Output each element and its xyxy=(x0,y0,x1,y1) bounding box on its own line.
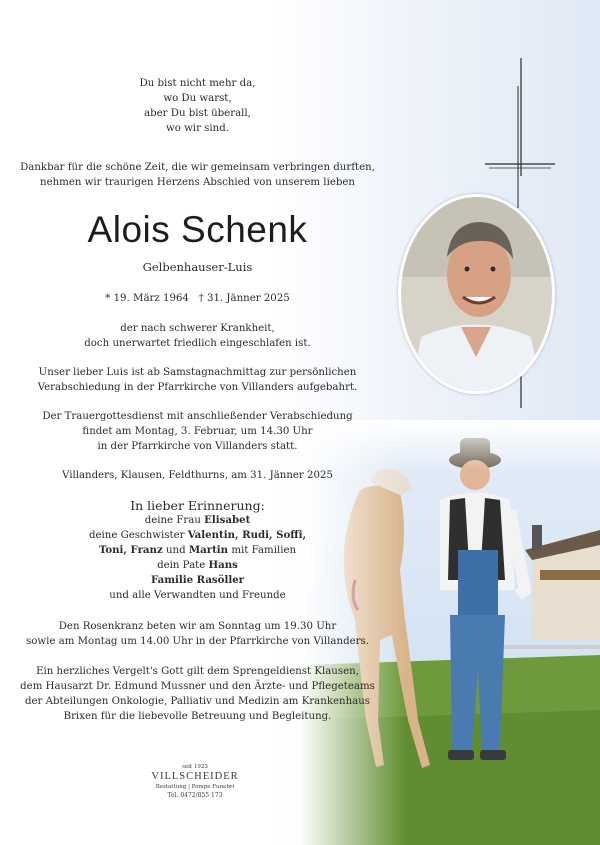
death-info xyxy=(0,321,395,351)
place-date: Villanders, Klausen, Feldthurns, am 31. Jänner 2025 xyxy=(62,470,333,481)
family-name: Familie Rasöller xyxy=(150,574,245,586)
logo-tagline: Bestattung | Pompe Funebri xyxy=(155,784,235,790)
godchild-name: Hans xyxy=(208,559,238,571)
wife-name: Elisabet xyxy=(204,514,251,526)
others-line: und alle Verwandten und Freunde xyxy=(109,590,286,601)
label: mit Familien xyxy=(228,545,297,556)
service-line: findet am Montag, 3. Februar, um 14.30 Uhr xyxy=(82,426,313,437)
logo-phone: Tel. 0472/855 173 xyxy=(167,792,223,799)
siblings-line-1 xyxy=(0,528,395,543)
portrait-image xyxy=(401,197,552,391)
service-line: Der Trauergottesdienst mit anschließender Verabschiedung xyxy=(42,411,353,422)
logo-since: seit 1923 xyxy=(182,764,208,770)
poem-line: wo Du warst, xyxy=(163,93,232,104)
memory-section xyxy=(0,498,395,603)
thanks-line: Ein herzliches Vergelt's Gott gilt dem Sprengeldienst Klausen, xyxy=(36,666,359,677)
intro-line: nehmen wir traurigen Herzens Abschied von unserem lieben xyxy=(40,177,355,188)
death-info-line: der nach schwerer Krankheit, xyxy=(120,323,275,334)
deceased-name: Alois Schenk xyxy=(87,209,308,250)
life-dates xyxy=(0,291,395,306)
rosary-line: Den Rosenkranz beten wir am Sonntag um 19.30 Uhr xyxy=(58,621,337,632)
family-line xyxy=(0,573,395,588)
godchild-line xyxy=(0,558,395,573)
service-line: in der Pfarrkirche von Villanders statt. xyxy=(97,441,298,452)
intro-text xyxy=(0,160,395,190)
thanks-line: der Abteilungen Onkologie, Palliativ und Medizin am Krankenhaus xyxy=(24,696,371,707)
poem xyxy=(0,76,395,136)
poem-line: Du bist nicht mehr da, xyxy=(139,78,256,89)
birth-date: * 19. März 1964 xyxy=(105,293,189,304)
poem-line: wo wir sind. xyxy=(166,123,229,134)
label: und xyxy=(162,545,189,556)
funeral-home-logo xyxy=(140,764,250,800)
siblings-line-2 xyxy=(0,543,395,558)
service-info xyxy=(0,409,395,454)
thanks-text xyxy=(0,664,395,724)
portrait-photo xyxy=(398,194,555,394)
death-date: † 31. Jänner 2025 xyxy=(198,293,290,304)
poem-line: aber Du bist überall, xyxy=(144,108,251,119)
logo-brand: VILLSCHEIDER xyxy=(151,771,239,782)
thanks-line: dem Hausarzt Dr. Edmund Mussner und den Ärzte- und Pflegeteams xyxy=(20,681,375,692)
thanks-line: Brixen für die liebevolle Betreuung und Begleitung. xyxy=(63,711,332,722)
intro-line: Dankbar für die schöne Zeit, die wir gemeinsam verbringen durften, xyxy=(20,162,375,173)
siblings-names: Valentin, Rudi, Soffi, xyxy=(187,529,307,541)
viewing-line: Unser lieber Luis ist ab Samstagnachmittag zur persönlichen xyxy=(38,367,357,378)
memory-heading: In lieber Erinnerung: xyxy=(130,498,265,513)
viewing-line: Verabschiedung in der Pfarrkirche von Villanders aufgebahrt. xyxy=(37,382,358,393)
label: dein Pate xyxy=(157,560,209,571)
label: deine Geschwister xyxy=(88,530,188,541)
siblings-names: Toni, Franz xyxy=(98,544,163,556)
sibling-name: Martin xyxy=(188,544,229,556)
viewing-info xyxy=(0,365,395,395)
death-info-line: doch unerwartet friedlich eingeschlafen ist. xyxy=(84,338,311,349)
rosary-info xyxy=(0,619,395,649)
label: deine Frau xyxy=(144,515,205,526)
nickname: Gelbenhauser-Luis xyxy=(142,260,253,274)
wife-line xyxy=(0,513,395,528)
rosary-line: sowie am Montag um 14.00 Uhr in der Pfarrkirche von Villanders. xyxy=(26,636,369,647)
